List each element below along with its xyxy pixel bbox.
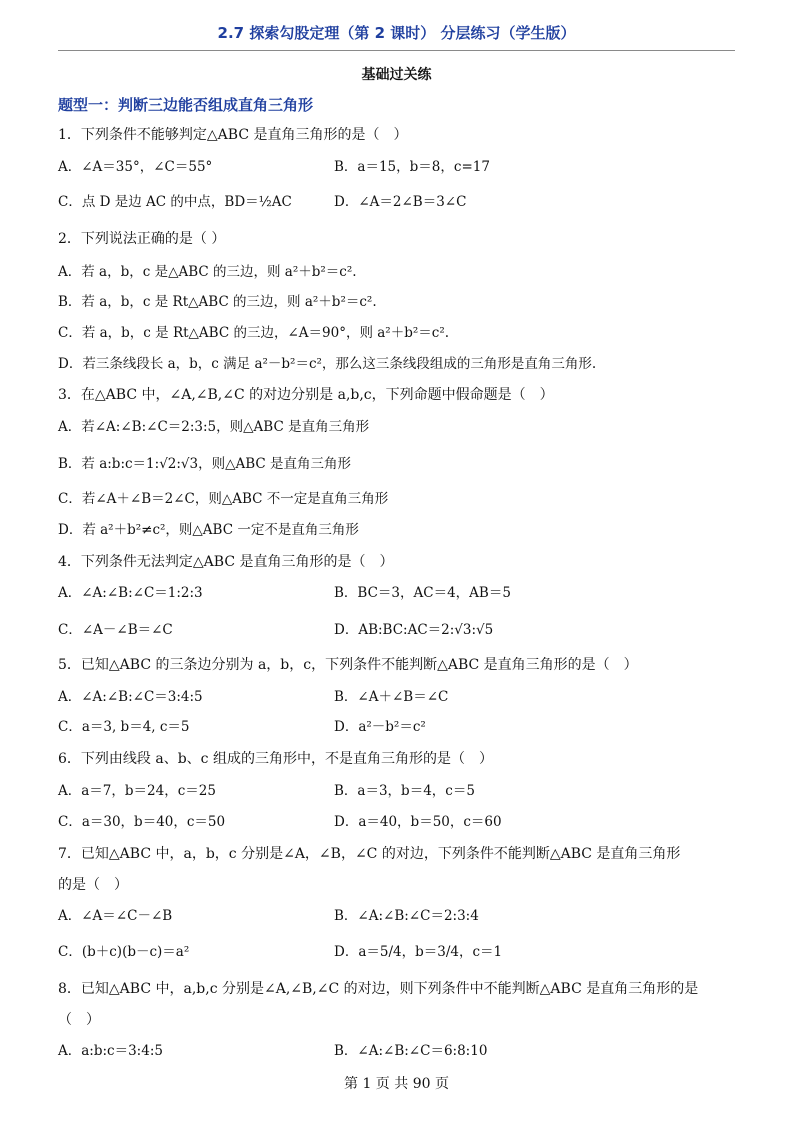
question-7-stem-continued: 的是（ ） [58, 877, 128, 893]
section-title: 基础过关练 [361, 67, 432, 83]
question-type-title: 题型一：判断三边能否组成直角三角形 [58, 96, 314, 114]
question-8-option-a: A．a:b:c＝3:4:5 [58, 1043, 163, 1059]
page-header: 2.7 探索勾股定理（第 2 课时） 分层练习（学生版） [58, 20, 735, 51]
question-7-option-c: C．(b＋c)(b－c)＝a² [58, 944, 190, 960]
question-4-option-b: B．BC＝3，AC＝4，AB＝5 [334, 585, 511, 601]
question-7-stem: 7．已知△ABC 中，a，b，c 分别是∠A，∠B，∠C 的对边，下列条件不能判断△ABC 是直角三角形 [58, 846, 681, 862]
question-7-option-d: D．a＝5/4，b＝3/4，c＝1 [334, 944, 503, 960]
question-6-option-c: C．a＝30，b＝40，c＝50 [58, 814, 226, 830]
question-4-option-a: A．∠A:∠B:∠C＝1:2:3 [58, 585, 203, 601]
page-number: 第 1 页 共 90 页 [344, 1076, 449, 1092]
question-7-option-a: A．∠A＝∠C－∠B [58, 908, 173, 924]
question-2-stem: 2．下列说法正确的是（ ） [58, 231, 226, 247]
question-2-option-c: C．若 a，b，c 是 Rt△ABC 的三边，∠A＝90°，则 a²＋b²＝c². [58, 325, 450, 341]
question-6-option-b: B．a＝3，b＝4，c＝5 [334, 783, 475, 799]
question-4-option-c: C．∠A－∠B＝∠C [58, 622, 173, 638]
question-2-option-b: B．若 a，b，c 是 Rt△ABC 的三边，则 a²＋b²＝c². [58, 294, 377, 310]
question-3-option-d: D．若 a²＋b²≠c²，则△ABC 一定不是直角三角形 [58, 522, 359, 538]
question-6-option-d: D．a＝40，b＝50，c＝60 [334, 814, 502, 830]
question-5-stem: 5．已知△ABC 的三条边分别为 a，b，c，下列条件不能判断△ABC 是直角三角形的是（ ） [58, 657, 638, 673]
question-2-option-a: A．若 a，b，c 是△ABC 的三边，则 a²＋b²＝c². [58, 264, 357, 280]
question-3-option-a: A．若∠A:∠B:∠C＝2:3:5，则△ABC 是直角三角形 [58, 419, 370, 435]
question-3-option-c: C．若∠A＋∠B＝2∠C，则△ABC 不一定是直角三角形 [58, 491, 389, 507]
question-2-option-d: D．若三条线段长 a，b，c 满足 a²－b²＝c²，那么这三条线段组成的三角形是直角三角形. [58, 356, 597, 372]
question-7-option-b: B．∠A:∠B:∠C＝2:3:4 [334, 908, 479, 924]
question-5-option-c: C．a＝3, b＝4, c＝5 [58, 719, 190, 735]
question-1-option-d: D．∠A＝2∠B＝3∠C [334, 194, 467, 210]
question-5-option-d: D．a²－b²＝c² [334, 719, 426, 735]
question-1-option-a: A．∠A＝35°，∠C＝55° [58, 159, 213, 175]
question-1-option-c: C．点 D 是边 AC 的中点，BD＝½AC [58, 194, 292, 210]
question-6-option-a: A．a＝7，b＝24，c＝25 [58, 783, 216, 799]
question-4-stem: 4．下列条件无法判定△ABC 是直角三角形的是（ ） [58, 554, 394, 570]
question-5-option-b: B．∠A＋∠B＝∠C [334, 689, 449, 705]
question-6-stem: 6．下列由线段 a、b、c 组成的三角形中，不是直角三角形的是（ ） [58, 751, 493, 767]
question-8-option-b: B．∠A:∠B:∠C＝6:8:10 [334, 1043, 488, 1059]
question-1-stem: 1．下列条件不能够判定△ABC 是直角三角形的是（ ） [58, 127, 408, 143]
question-5-option-a: A．∠A:∠B:∠C＝3:4:5 [58, 689, 203, 705]
question-1-option-b: B．a＝15，b＝8，c=17 [334, 159, 490, 175]
question-3-option-b: B．若 a:b:c＝1:√2:√3，则△ABC 是直角三角形 [58, 456, 352, 472]
question-8-stem-continued: （ ） [58, 1012, 100, 1028]
question-4-option-d: D．AB:BC:AC＝2:√3:√5 [334, 622, 494, 638]
question-8-stem: 8．已知△ABC 中，a,b,c 分别是∠A,∠B,∠C 的对边，则下列条件中不能判断△ABC 是直角三角形的是 [58, 981, 699, 997]
question-3-stem: 3．在△ABC 中，∠A,∠B,∠C 的对边分别是 a,b,c，下列命题中假命题是（ ） [58, 387, 554, 403]
